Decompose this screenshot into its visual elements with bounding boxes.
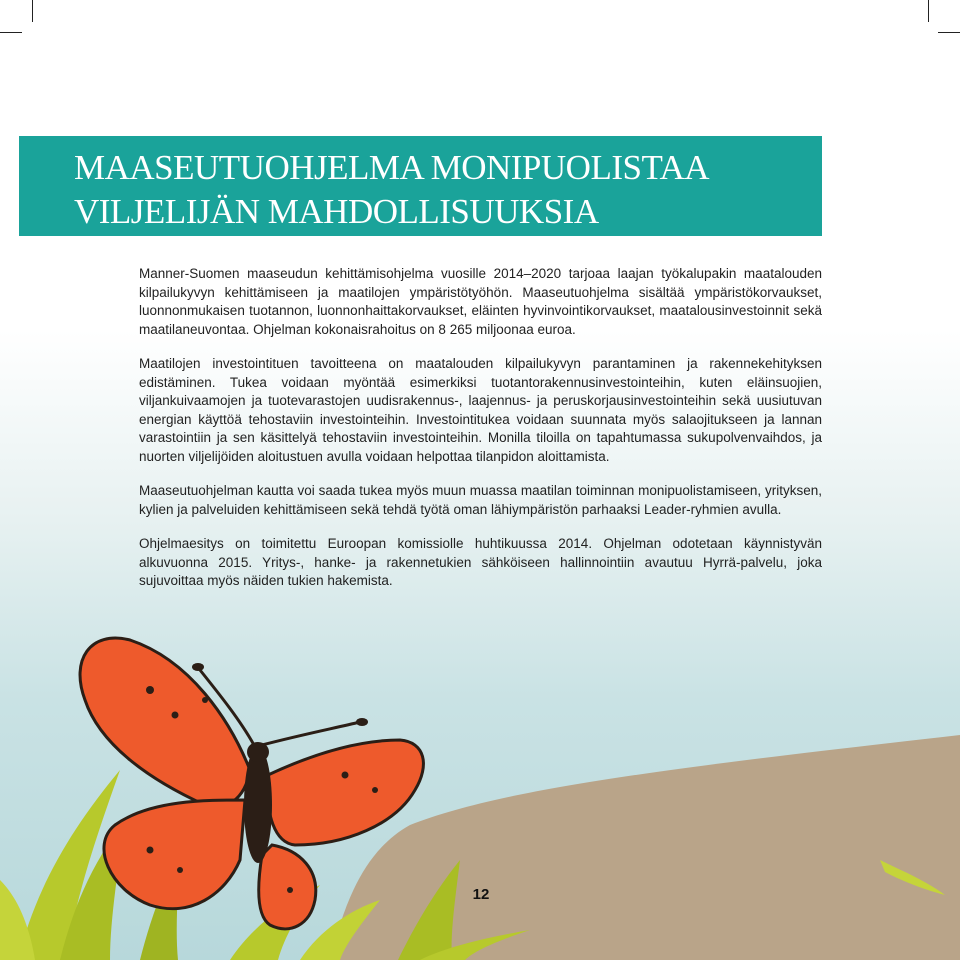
page-number: 12 bbox=[472, 886, 490, 903]
paragraph-1: Manner-Suomen maaseudun kehittämisohjelma vuosille 2014–2020 tarjoaa laajan työkalupakin maatalouden kilpailukyvyn kehittämiseen ja maatilojen ympäristötyöhön. Maaseutuohjelma sisältää ympäristökorvaukset, luonnonmukaisen tuotannon, luonnonhaittakorvaukset, eläinten hyvinvointikorvaukset, maatalousinvestoinnit sekä maatilaneuvontaa. Ohjelman kokonaisrahoitus on 8 265 miljoonaa euroa. bbox=[139, 266, 822, 337]
paragraph-2: Maatilojen investointituen tavoitteena on maatalouden kilpailukyvyn parantaminen ja rakennekehityksen edistäminen. Tukea voidaan myöntää esimerkiksi tuotantorakennusinvestointeihin, kuten eläinsuojien, viljankuivaamojen ja tuotevarastojen uudisrakennus-, laajennus- ja peruskorjausinvestointeihin sekä uusiutuvan energian käyttöä tehostaviin investointeihin. Investointitukea voidaan suunnata myös salaojitukseen ja lannan varastointiin ja sen käsittelyä tehostaviin investointeihin. Monilla tiloilla on tapahtumassa sukupolvenvaihdos, ja nuorten viljelijöiden aloitustuen avulla voidaan helpottaa tilanpidon aloittamista. bbox=[139, 356, 822, 464]
paragraph-4: Ohjelmaesitys on toimitettu Euroopan komissiolle huhtikuussa 2014. Ohjelman odotetaan käynnistyvän alkuvuonna 2015. Yritys-, hanke- ja rakennetukien sähköiseen hallinnointiin avautuu Hyrrä-palvelu, joka sujuvoittaa myös näiden tukien hakemista. bbox=[139, 536, 822, 588]
page-title-line-1: MAASEUTUOHJELMA MONIPUOLISTAA bbox=[74, 148, 710, 187]
page-title-line-2: VILJELIJÄN MAHDOLLISUUKSIA bbox=[74, 192, 599, 231]
paragraph-3: Maaseutuohjelman kautta voi saada tukea myös muun muassa maatilan toiminnan monipuolistamiseen, yrityksen, kylien ja palveluiden kehittämiseen sekä tehdä työtä oman lähiympäristön parhaaksi Leader-ryhmien avulla. bbox=[139, 483, 822, 517]
